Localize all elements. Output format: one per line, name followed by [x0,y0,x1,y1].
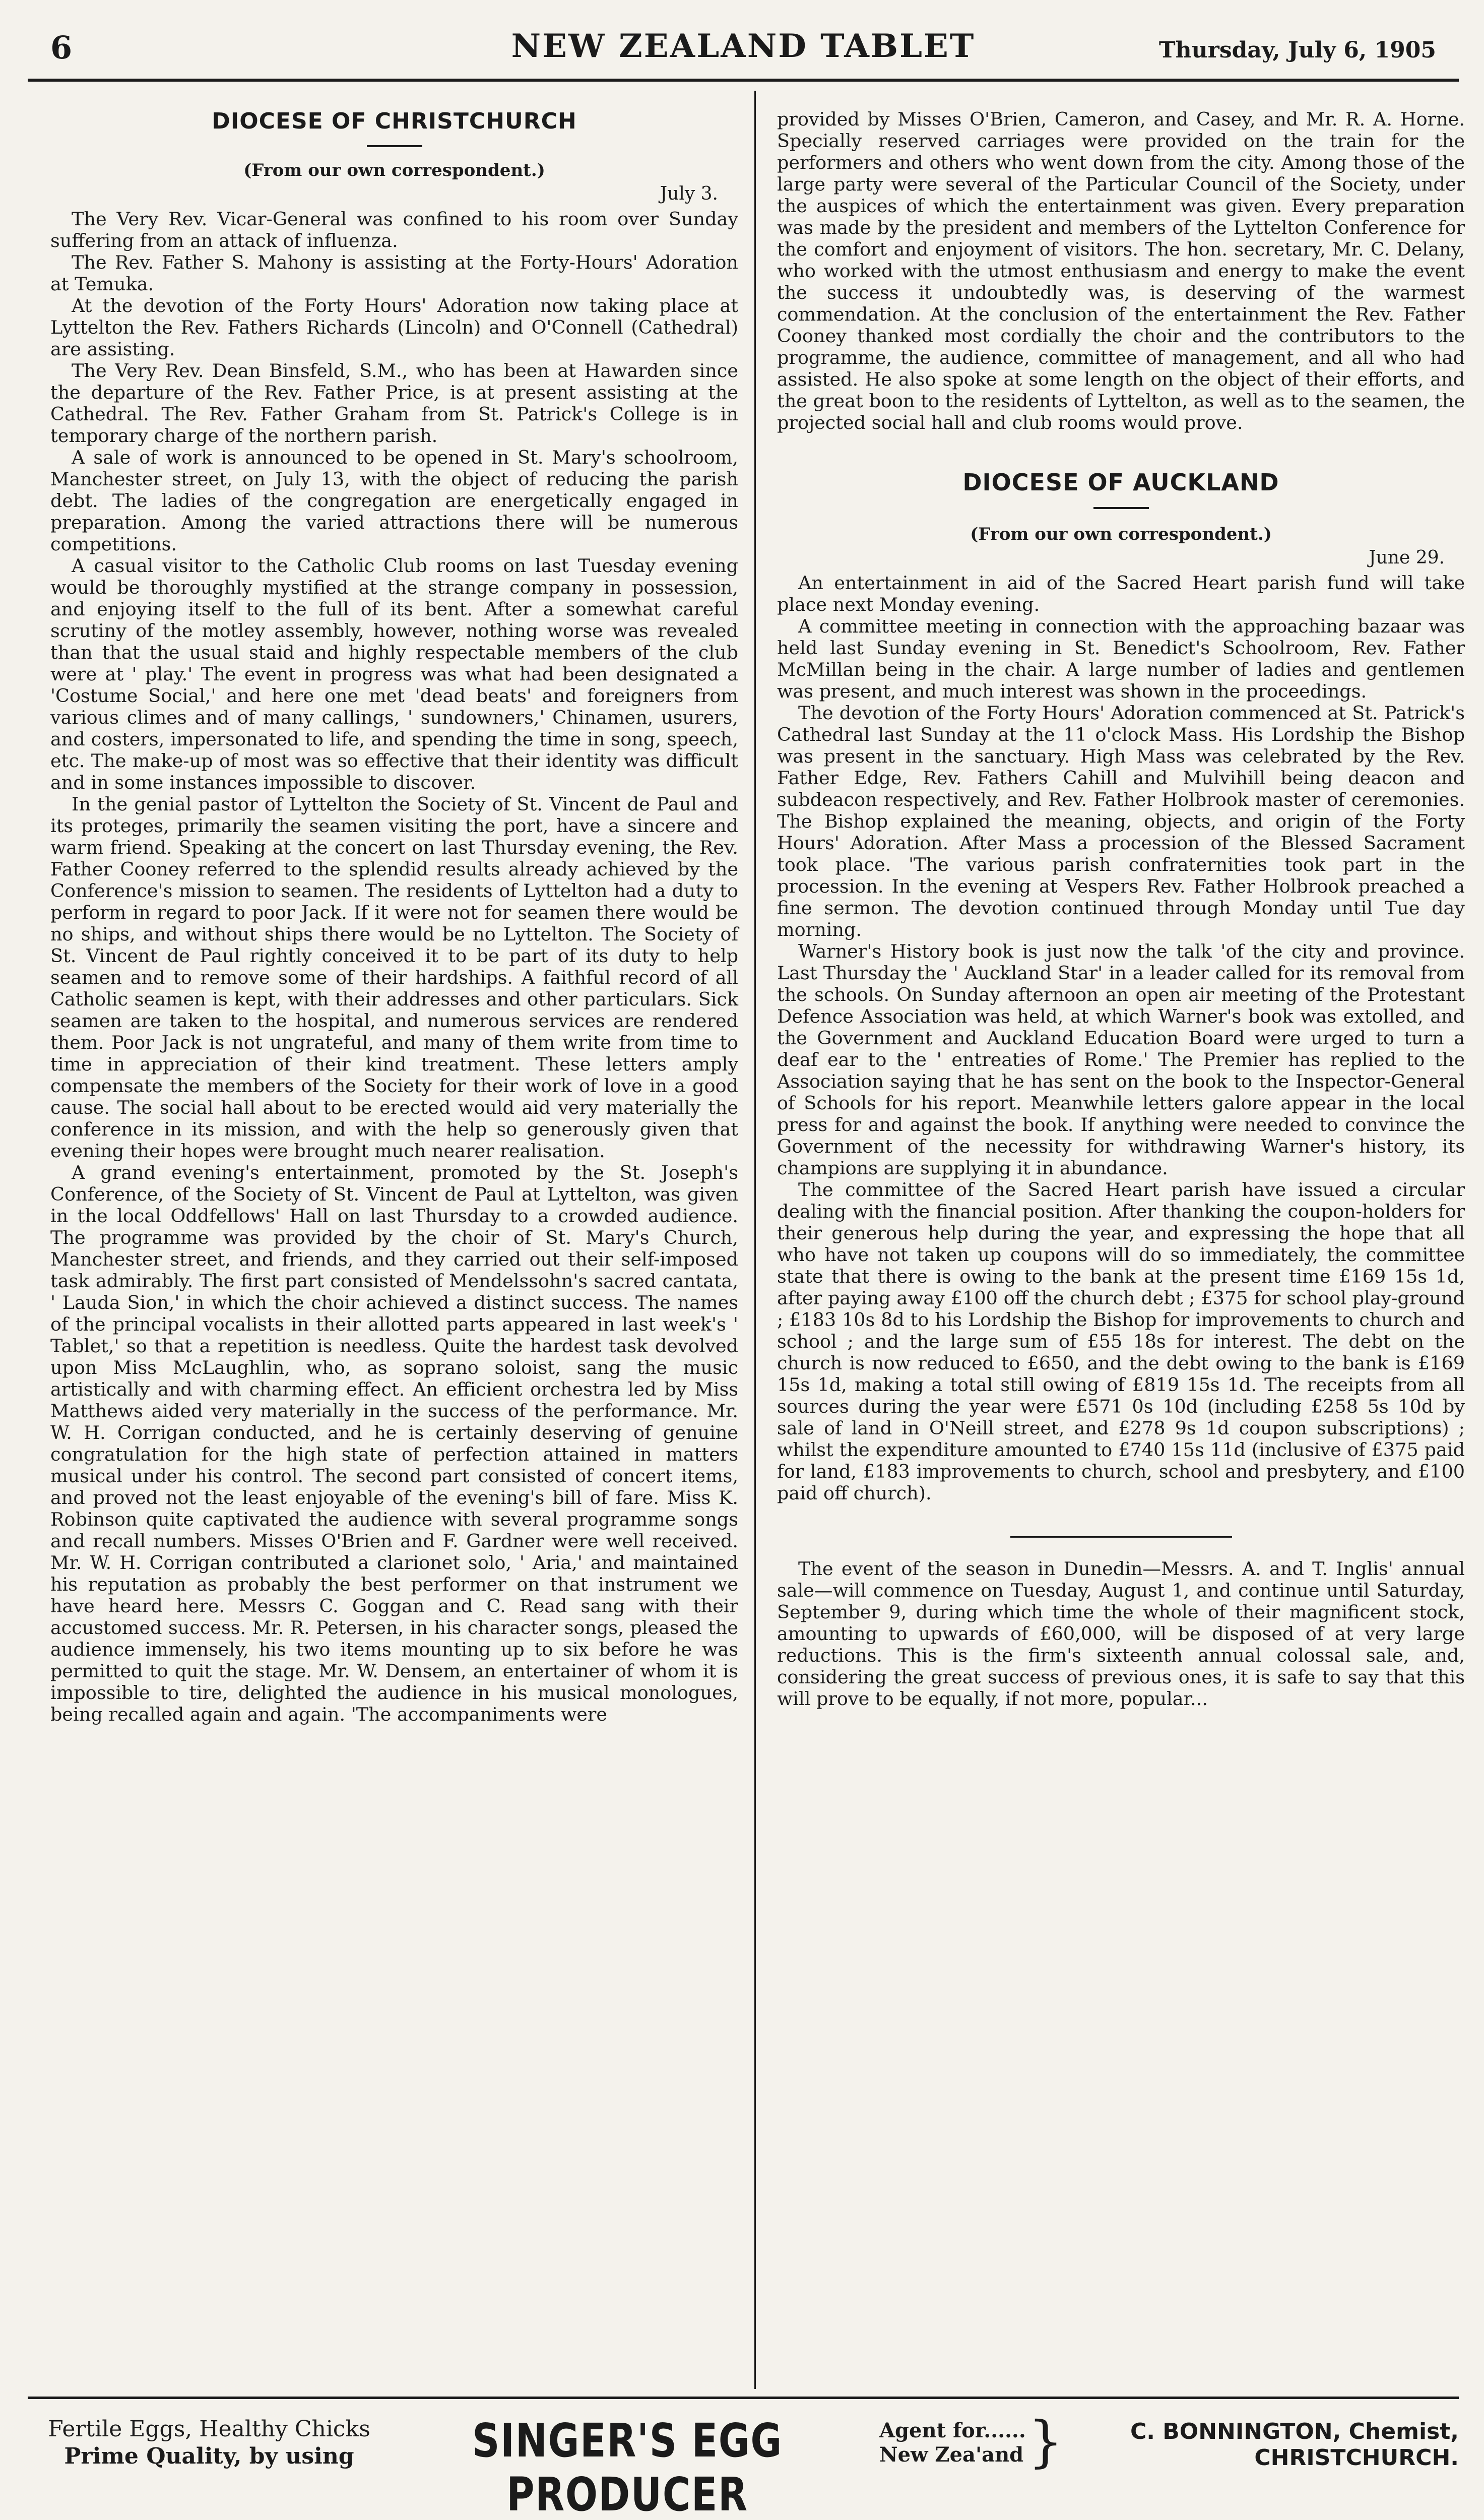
heading-rule [1093,507,1149,509]
paragraph: The Very Rev. Dean Binsfeld, S.M., who has been at Hawarden since the departure of the Rev. Father Price, is at present assisting at the Cathedral. The Rev. Father Graham from St. Patrick's College is in temporary charge of the northern parish. [50,360,738,447]
agent-line1: Agent for...... [879,2419,1026,2442]
paragraph: In the genial pastor of Lyttelton the Society of St. Vincent de Paul and its proteges, primarily the seamen visiting the port, have a sincere and warm friend. Speaking at the concert on last Thursday evening, the Rev. Father Cooney referred to the splendid results already achieved by the Conference's mission to seamen. The residents of Lyttelton had a duty to perform in regard to poor Jack. If it were not for seamen there would be no ships, and without ships there would be no Lyttelton. The Society of St. Vincent de Paul rightly conceived it to be part of its duty to help seamen and to remove some of their hardships. A faithful record of all Catholic seamen is kept, with their addresses and other particulars. Sick seamen are taken to the hospital, and numerous services are rendered them. Poor Jack is not ungrateful, and many of them write from time to time in appreciation of their kind treatment. These letters amply compensate the members of the Society for their work of love in a good cause. The social hall about to be erected would aid very materially the conference in its mission, and with the help so generously given that evening their hopes were brought much nearer realisation. [50,793,738,1162]
auckland-heading: DIOCESE OF AUCKLAND [962,469,1279,496]
issue-date: Thursday, July 6, 1905 [1158,37,1436,63]
brace: } [1028,2409,1063,2474]
paragraph: provided by Misses O'Brien, Cameron, and Casey, and Mr. R. A. Horne. Specially reserved carriages were provided on the train for the performers and others who went down from the city. Among those of the large party were several of the Particular Council of the Society, under the auspices of which the entertainment was given. Every preparation was made by the president and members of the Lyttelton Conference for the comfort and enjoyment of visitors. The hon. secretary, Mr. C. Delany, who worked with the utmost enthusiasm and energy to make the event the success it undoubtedly was, is deserving of the warmest commendation. At the conclusion of the entertainment the Rev. Father Cooney thanked most cordially the choir and the contributors to the programme, the audience, committee of management, and all who had assisted. He also spoke at some length on the object of their efforts, and the great boon to the residents of Lyttelton, as well as to the seamen, the projected social hall and club rooms would prove. [777,108,1465,433]
paragraph: A casual visitor to the Catholic Club rooms on last Tuesday evening would be thoroughly mystified at the strange company in possession, and enjoying itself to the full of its bent. After a somewhat careful scrutiny of the motley assembly, however, nothing worse was revealed than that the usual staid and highly respectable members of the club were at ' play.' The event in progress was what had been designated a 'Costume Social,' and here one met 'dead beats' and foreigners from various climes and of many callings, ' sundowners,' Chinamen, usurers, and costers, impersonated to life, and spending the time in song, speech, etc. The make-up of most was so effective that their identity was difficult and in some instances impossible to discover. [50,555,738,793]
agent-label [879,2419,1026,2467]
paper-title: NEW ZEALAND TABLET [511,27,976,65]
left-column [50,108,738,1725]
christchurch-heading: DIOCESE OF CHRISTCHURCH [212,108,577,134]
paragraph: A grand evening's entertainment, promoted by the St. Joseph's Conference, of the Society of St. Vincent de Paul at Lyttelton, was given in the local Oddfellows' Hall on last Thursday to a crowded audience. The programme was provided by the choir of St. Mary's Church, Manchester street, and friends, and they carried out their self-imposed task admirably. The first part consisted of Mendelssohn's sacred cantata, ' Lauda Sion,' in which the choir achieved a distinct success. The names of the principal vocalists in their allotted parts appeared in last week's ' Tablet,' so that a repetition is needless. Quite the hardest task devolved upon Miss McLaughlin, who, as soprano soloist, sang the music artistically and with charming effect. An efficient orchestra led by Miss Matthews aided very materially in the success of the performance. Mr. W. H. Corrigan conducted, and he is certainly deserving of genuine congratulation for the high state of perfection attained in matters musical under his control. The second part consisted of concert items, and proved not the least enjoyable of the evening's bill of fare. Miss K. Robinson quite captivated the audience with several programme songs and recall numbers. Misses O'Brien and F. Gardner were well received. Mr. W. H. Corrigan contributed a clarionet solo, ' Aria,' and maintained his reputation as probably the best performer on that instrument we have heard here. Messrs C. Goggan and C. Read sang with their accustomed success. Mr. R. Petersen, in his character songs, pleased the audience immensely, his two items mounting up to six before he was permitted to quit the stage. Mr. W. Densem, an entertainer of whom it is impossible to tire, delighted the audience in his musical monologues, being recalled again and again. 'The accompaniments were [50,1162,738,1725]
paragraph: Warner's History book is just now the talk 'of the city and province. Last Thursday the ' Auckland Star' in a leader called for its removal from the schools. On Sunday afternoon an open air meeting of the Protestant Defence Association was held, at which Warner's book was extolled, and the Government and Auckland Education Board were urged to turn a deaf ear to the ' entreaties of Rome.' The Premier has replied to the Association saying that he has sent on the book to the Inspector-General of Schools for his report. Meanwhile letters galore appear in the local press for and against the book. If anything were needed to convince the Government of the necessity for withdrawing Warner's history, its champions are supplying it in abundance. [777,940,1465,1179]
right-column [777,108,1465,1710]
chemist-block [1051,2419,1459,2471]
footer-tagline-line2: Prime Quality, by using [64,2443,354,2469]
footer-tagline [28,2416,391,2470]
column-divider [754,91,756,2389]
christchurch-subheading: (From our own correspondent.) [243,160,545,180]
heading-rule [367,145,422,147]
paragraph: The Very Rev. Vicar-General was confined to his room over Sunday suffering from an attack of influenza. [50,208,738,251]
chemist-line1: C. BONNINGTON, Chemist, [1130,2419,1459,2444]
chemist-line2: CHRISTCHURCH. [1254,2445,1459,2471]
auckland-subheading: (From our own correspondent.) [970,524,1272,544]
christchurch-continued [777,108,1465,433]
paragraph: The devotion of the Forty Hours' Adoration commenced at St. Patrick's Cathedral last Sunday at the 11 o'clock Mass. His Lordship the Bishop was present in the sanctuary. High Mass was celebrated by the Rev. Father Edge, Rev. Fathers Cahill and Mulvihill being deacon and subdeacon respectively, and Rev. Father Holbrook master of ceremonies. The Bishop explained the meaning, objects, and origin of the Forty Hours' Adoration. After Mass a procession of the Blessed Sacrament took place. 'The various parish confraternities took part in the procession. In the evening at Vespers Rev. Father Holbrook preached a fine sermon. The devotion continued through Monday until Tue day morning. [777,702,1465,940]
auckland-body [777,572,1465,1504]
masthead-rule [28,79,1459,82]
footer-tagline-line1: Fertile Eggs, Healthy Chicks [48,2416,370,2442]
paragraph: A sale of work is announced to be opened in St. Mary's schoolroom, Manchester street, on July 13, with the object of reducing the parish debt. The ladies of the congregation are energetically engaged in preparation. Among the varied attractions there will be numerous competitions. [50,447,738,555]
paragraph: A committee meeting in connection with the approaching bazaar was held last Sunday evening in St. Benedict's Schoolroom, Rev. Father McMillan being in the chair. A large number of ladies and gentlemen was present, and much interest was shown in the proceedings. [777,615,1465,702]
advert-rule [1010,1536,1232,1538]
paragraph: The committee of the Sacred Heart parish have issued a circular dealing with the financial position. After thanking the coupon-holders for their generous help during the year, and expressing the hope that all who have not taken up coupons will do so immediately, the committee state that there is owing to the bank at the present time £169 15s 1d, after paying away £100 off the church debt ; £375 for school play-ground ; £183 10s 8d to his Lordship the Bishop for improvements to church and school ; and the large sum of £55 18s for interest. The debt on the church is now reduced to £650, and the debt owing to the bank is £169 15s 1d, making a total still owing of £819 15s 1d. The receipts from all sources during the year were £571 0s 10d (including £258 5s 10d by sale of land in O'Neill street, and £278 9s 1d coupon subscriptions) ; whilst the expenditure amounted to £740 15s 11d (inclusive of £375 paid for land, £183 improvements to church, school and presbytery, and £100 paid off church). [777,1179,1465,1504]
masthead [28,20,1459,81]
footer-advert [28,2407,1459,2520]
auckland-section [777,469,1465,1504]
paragraph: The Rev. Father S. Mahony is assisting at the Forty-Hours' Adoration at Temuka. [50,251,738,295]
christchurch-body [50,208,738,1725]
paragraph: At the devotion of the Forty Hours' Adoration now taking place at Lyttelton the Rev. Fathers Richards (Lincoln) and O'Connell (Cathedral) are assisting. [50,295,738,360]
paragraph: An entertainment in aid of the Sacred Heart parish fund will take place next Monday evening. [777,572,1465,615]
auckland-date: June 29. [1369,547,1445,568]
inglis-advert [777,1558,1465,1710]
product-name: SINGER'S EGG PRODUCER [472,2414,783,2520]
page-number: 6 [50,29,73,66]
advert-text: The event of the season in Dunedin—Messrs. A. and T. Inglis' annual sale—will commence on Tuesday, August 1, and continue until Saturday, September 9, during which time the whole of their magnificent stock, amounting to upwards of £60,000, will be disposed of at very large reductions. This is the firm's sixteenth annual colossal sale, and, considering the great success of previous ones, it is safe to say that this will prove to be equally, if not more, popular... [777,1558,1465,1710]
agent-line2: New Zea'and [879,2443,1024,2467]
footer-rule [28,2397,1459,2399]
newspaper-page [28,15,1465,2520]
christchurch-date: July 3. [660,183,718,204]
